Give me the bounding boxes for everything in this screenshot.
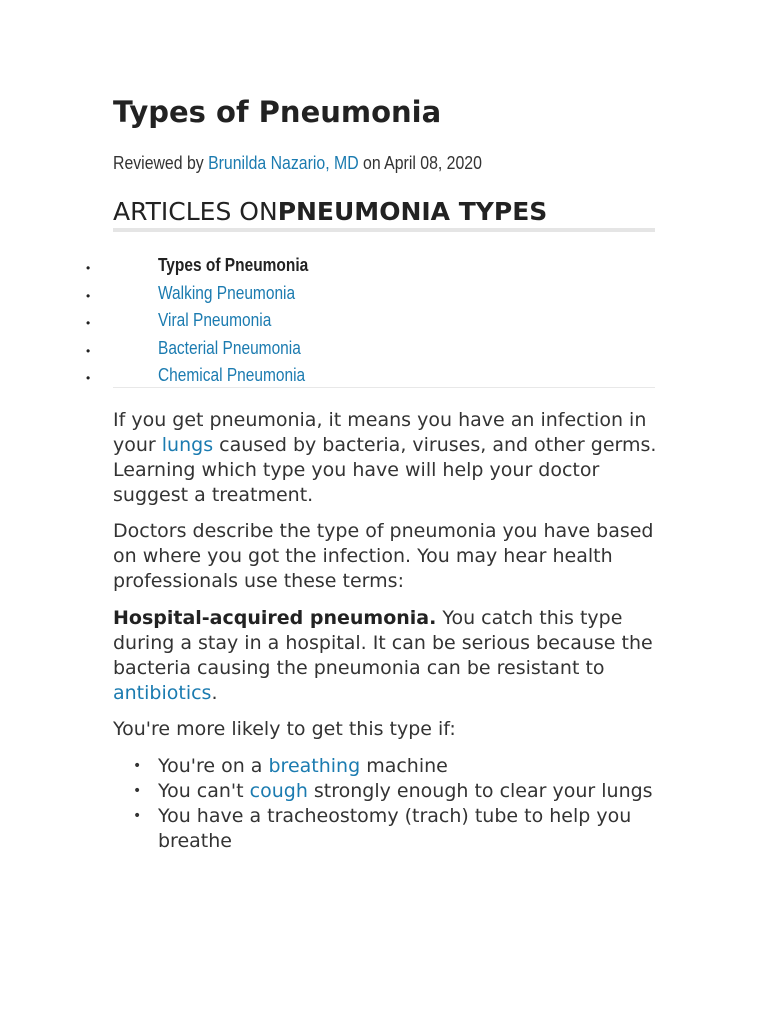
risk-text: You have a tracheostomy (trach) tube to help you breathe — [158, 805, 632, 852]
hospital-text-after: . — [211, 682, 218, 704]
reviewer-link[interactable]: Brunilda Nazario, MD — [208, 153, 359, 173]
risk-factors-list — [113, 754, 673, 854]
review-byline — [113, 150, 482, 176]
risk-text-after: strongly enough to clear your lungs — [307, 780, 653, 802]
related-article-item — [0, 335, 768, 363]
articles-heading — [113, 195, 547, 229]
lungs-link[interactable]: lungs — [161, 434, 214, 456]
likely-intro: You're more likely to get this type if: — [113, 718, 456, 740]
cough-link[interactable]: cough — [249, 780, 308, 802]
bullet-icon: • — [133, 783, 142, 799]
risk-factor-item — [113, 804, 673, 854]
bullet-icon: • — [133, 758, 142, 774]
related-article-item — [0, 362, 768, 390]
bullet-icon: • — [86, 261, 91, 275]
byline-date: on April 08, 2020 — [358, 153, 482, 173]
articles-heading-topic: PNEUMONIA TYPES — [277, 197, 548, 226]
page-title: Types of Pneumonia — [113, 95, 442, 129]
describe-paragraph: Doctors describe the type of pneumonia you have based on where you got the infection. You may hear health professionals use these terms: — [113, 520, 654, 592]
list-divider — [113, 387, 655, 388]
risk-text-after: machine — [360, 755, 448, 777]
intro-text-after: caused by bacteria, viruses, and other germs. Learning which type you have will help your doctor suggest a treatment. — [113, 434, 657, 506]
hospital-paragraph — [113, 606, 673, 706]
hospital-text-before: You catch this type during a stay in a hospital. It can be serious because the bacteria causing the pneumonia can be resistant to — [113, 607, 653, 679]
bullet-icon: • — [86, 343, 91, 358]
bullet-icon: • — [133, 808, 142, 824]
risk-text-before: You can't — [158, 780, 250, 802]
related-article-link-walking[interactable]: Walking Pneumonia — [158, 282, 296, 303]
related-article-item — [0, 280, 768, 308]
related-article-item — [0, 252, 768, 280]
heading-divider — [113, 228, 655, 232]
risk-text-before: You're on a — [158, 755, 269, 777]
bullet-icon: • — [86, 371, 91, 385]
related-article-current: Types of Pneumonia — [158, 255, 309, 275]
related-article-item — [0, 307, 768, 335]
intro-paragraph — [113, 408, 673, 508]
related-article-link-chemical[interactable]: Chemical Pneumonia — [158, 365, 306, 385]
intro-text-before: If you get pneumonia, it means you have an infection in your — [113, 409, 647, 456]
bullet-icon: • — [86, 288, 91, 303]
hospital-term: Hospital-acquired pneumonia. — [113, 607, 437, 629]
byline-prefix: Reviewed by — [113, 153, 209, 173]
related-articles-list — [0, 252, 768, 390]
related-article-link-viral[interactable]: Viral Pneumonia — [158, 310, 272, 330]
related-article-link-bacterial[interactable]: Bacterial Pneumonia — [158, 337, 301, 358]
articles-heading-prefix: ARTICLES ON — [113, 197, 278, 226]
risk-factor-item — [113, 754, 673, 779]
risk-factor-item — [113, 779, 673, 804]
bullet-icon: • — [86, 316, 91, 330]
breathing-link[interactable]: breathing — [268, 755, 361, 777]
antibiotics-link[interactable]: antibiotics — [113, 682, 212, 704]
